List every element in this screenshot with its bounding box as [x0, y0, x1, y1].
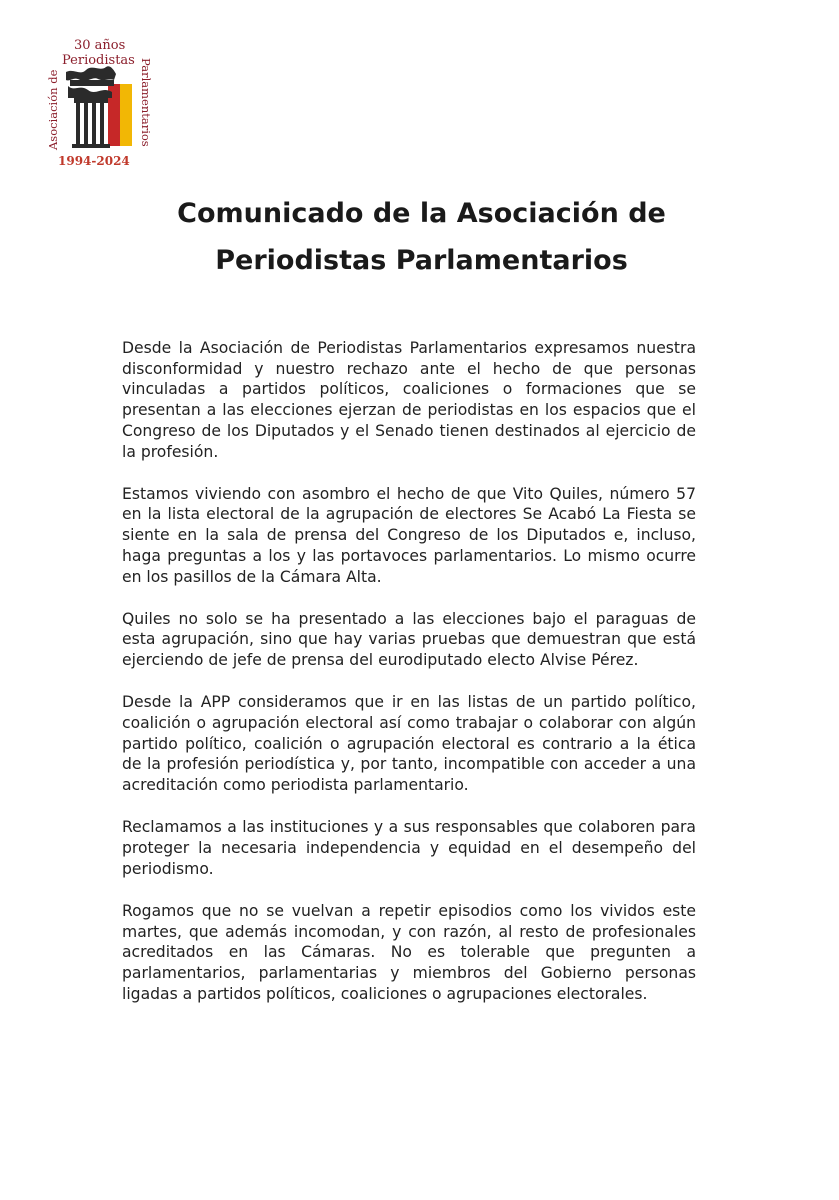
document-body [122, 338, 696, 1026]
logo-years: 1994-2024 [58, 154, 130, 168]
paragraph-6: Rogamos que no se vuelvan a repetir episodios como los vividos este martes, que además incomodan, y con razón, al resto de profesionales acreditados en las Cámaras. No es tolerable que pregunten a parlamentarios, parlamentarias y miembros del Gobierno personas ligadas a partidos políticos, coaliciones o agrupaciones electorales. [122, 901, 696, 1003]
title-line-2: Periodistas Parlamentarios [215, 245, 628, 276]
paragraph-3: Quiles no solo se ha presentado a las elecciones bajo el paraguas de esta agrupación, sino que hay varias pruebas que demuestran que está ejerciendo de jefe de prensa del eurodiputado electo Alvise Pérez. [122, 609, 696, 670]
title-line-1: Comunicado de la Asociación de [177, 198, 666, 229]
logo-yellow-bar [120, 84, 132, 146]
logo-anniversary: 30 años [74, 38, 126, 53]
logo-name-top: Periodistas [62, 53, 135, 68]
logo-graphic [44, 34, 162, 170]
paragraph-4: Desde la APP consideramos que ir en las listas de un partido político, coalición o agrupación electoral así como trabajar o colaborar con algún partido político, coalición o agrupación electoral es contrario a la ética de la profesión periodística y, por tanto, incompatible con acceder a una acreditación como periodista parlamentario. [122, 693, 696, 795]
logo-name-left: Asociación de [46, 69, 60, 150]
association-logo [44, 34, 162, 170]
document-title [80, 190, 763, 284]
paragraph-2: Estamos viviendo con asombro el hecho de que Vito Quiles, número 57 en la lista electoral de la agrupación de electores Se Acabó La Fiesta se siente en la sala de prensa del Congreso de los Diputados e, incluso, haga preguntas a los y las portavoces parlamentarios. Lo mismo ocurre en los pasillos de la Cámara Alta. [122, 484, 696, 586]
logo-name-right: Parlamentarios [139, 58, 153, 147]
paragraph-5: Reclamamos a las instituciones y a sus responsables que colaboren para proteger la necesaria independencia y equidad en el desempeño del periodismo. [122, 818, 696, 878]
paragraph-1: Desde la Asociación de Periodistas Parlamentarios expresamos nuestra disconformidad y nuestro rechazo ante el hecho de que personas vinculadas a partidos políticos, coaliciones o formaciones que se presentan a las elecciones ejerzan de periodistas en los espacios que el Congreso de los Diputados y el Senado tienen destinados al ejercicio de la profesión. [122, 339, 696, 461]
